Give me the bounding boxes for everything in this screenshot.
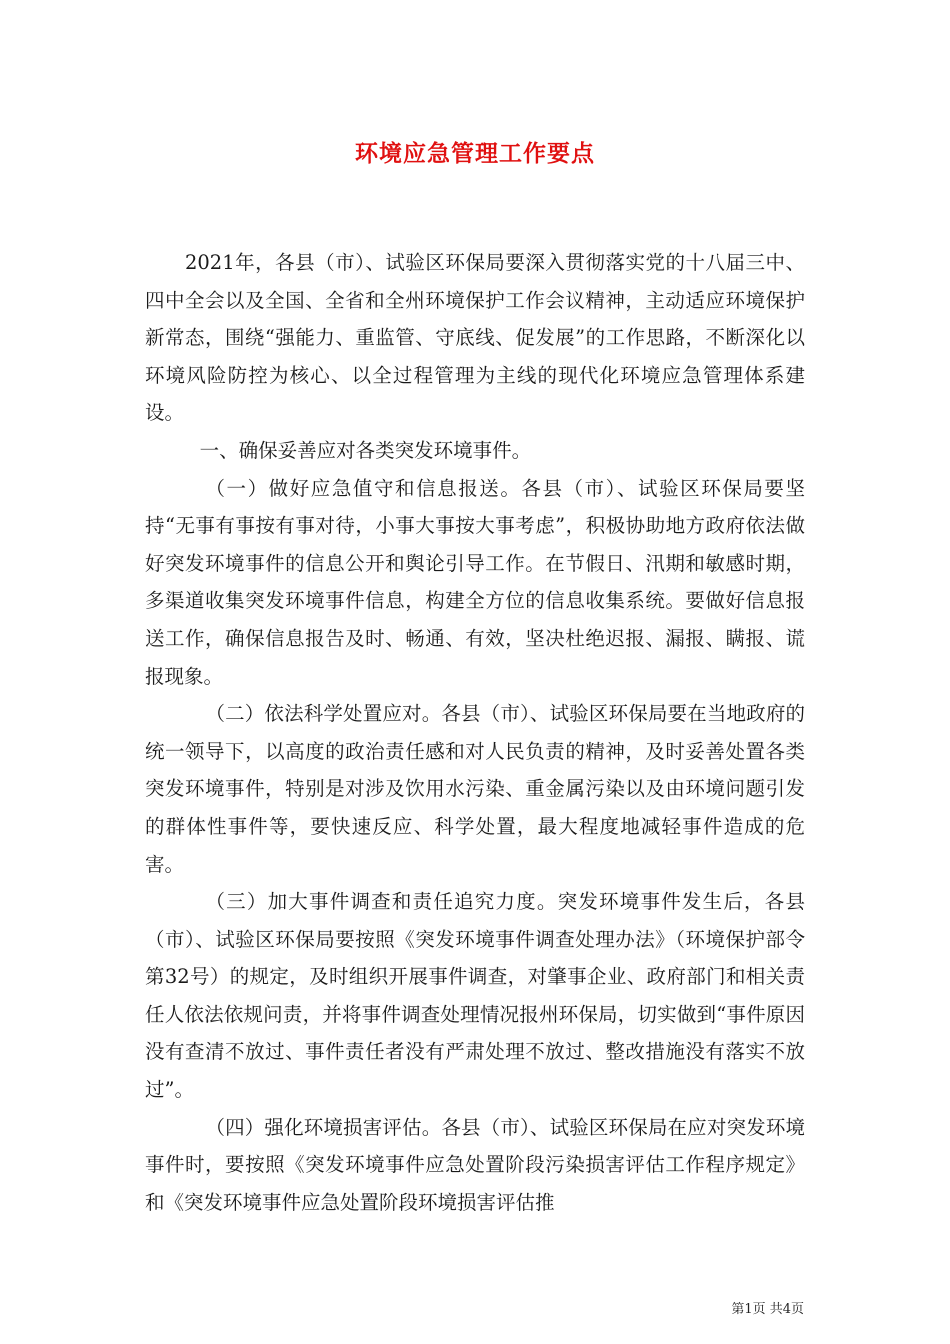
subsection-2-paragraph: （二）依法科学处置应对。各县（市）、试验区环保局要在当地政府的统一领导下，以高度的政治责任感和对人民负责的精神，及时妥善处置各类突发环境事件，特别是对涉及饮用水污染、重金属污染以及由环境问题引发的群体性事件等，要快速反应、科学处置，最大程度地减轻事件造成的危害。: [145, 702, 805, 876]
subsection-1-paragraph: （一）做好应急值守和信息报送。各县（市）、试验区环保局要坚持“无事有事按有事对待，小事大事按大事考虑”，积极协助地方政府依法做好突发环境事件的信息公开和舆论引导工作。在节假日、汛期和敏感时期，多渠道收集突发环境事件信息，构建全方位的信息收集系统。要做好信息报送工作，确保信息报告及时、畅通、有效，坚决杜绝迟报、漏报、瞒报、谎报现象。: [145, 476, 805, 688]
document-title: 环境应急管理工作要点: [355, 140, 595, 167]
page-number-footer: 第1页 共4页: [731, 1302, 804, 1317]
document-body: [145, 244, 805, 1221]
section-heading-1: 一、确保妥善应对各类突发环境事件。: [199, 438, 532, 462]
subsection-4-paragraph: （四）强化环境损害评估。各县（市）、试验区环保局在应对突发环境事件时，要按照《突发环境事件应急处置阶段污染损害评估工作程序规定》和《突发环境事件应急处置阶段环境损害评估推: [145, 1115, 805, 1214]
subsection-3-paragraph: （三）加大事件调查和责任追究力度。突发环境事件发生后，各县（市）、试验区环保局要按照《突发环境事件调查处理办法》（环境保护部令第32号）的规定，及时组织开展事件调查，对肇事企业、政府部门和相关责任人依法依规问责，并将事件调查处理情况报州环保局，切实做到“事件原因没有查清不放过、事件责任者没有严肃处理不放过、整改措施没有落实不放过”。: [145, 890, 805, 1102]
intro-paragraph: 2021年，各县（市）、试验区环保局要深入贯彻落实党的十八届三中、四中全会以及全国、全省和全州环境保护工作会议精神，主动适应环境保护新常态，围绕“强能力、重监管、守底线、促发展”的工作思路，不断深化以环境风险防控为核心、以全过程管理为主线的现代化环境应急管理体系建设。: [145, 251, 805, 425]
